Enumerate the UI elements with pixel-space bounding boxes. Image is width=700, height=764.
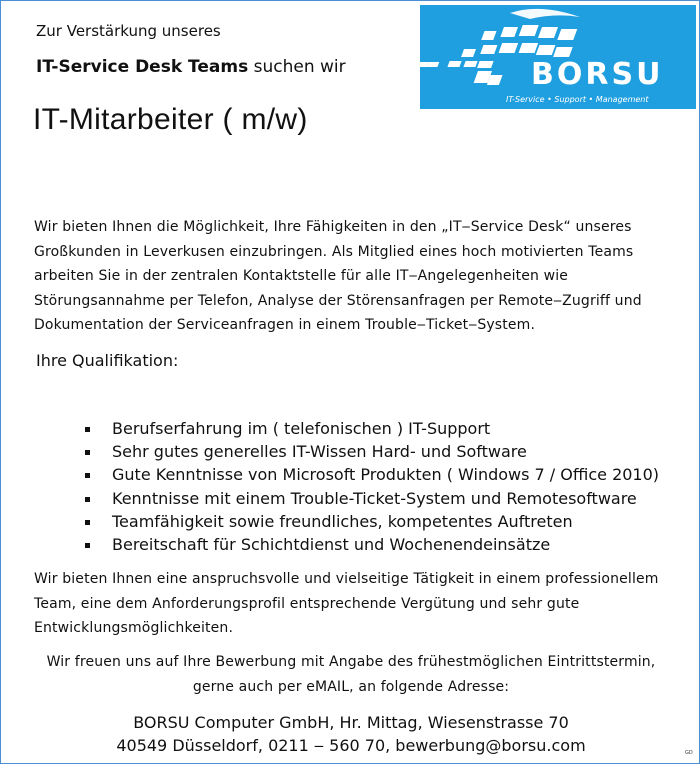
list-item: Sehr gutes generelles IT-Wissen Hard- und Software <box>85 440 659 463</box>
application-call <box>1 650 700 699</box>
paragraph-line: Dokumentation der Serviceanfragen in einem Trouble‒Ticket‒System. <box>34 317 536 334</box>
paragraph-line: Wir bieten Ihnen eine anspruchsvolle und vielseitige Tätigkeit in einem professionellem <box>34 571 659 587</box>
paragraph-line: Großkunden in Leverkusen einzubringen. Als Mitglied eines hoch motivierten Teams <box>34 243 634 260</box>
contact-address <box>1 712 700 757</box>
job-title: IT-Mitarbeiter ( m/w) <box>33 103 308 136</box>
paragraph-line: Wir freuen uns auf Ihre Bewerbung mit Angabe des frühestmöglichen Eintrittstermin, <box>46 654 656 670</box>
qualification-list <box>85 417 659 556</box>
team-suffix: suchen wir <box>248 57 346 77</box>
team-line <box>36 57 346 77</box>
paragraph-line: gerne auch per eMAIL, an folgende Adresse: <box>192 678 510 695</box>
corner-mark: GD <box>685 750 693 756</box>
intro-paragraph <box>34 215 666 338</box>
address-line: 40549 Düsseldorf, 0211 ‒ 560 70, bewerbung@borsu.com <box>116 735 586 755</box>
paragraph-line: arbeiten Sie in der zentralen Kontaktstelle für alle IT‒Angelegenheiten wie <box>34 268 569 285</box>
paragraph-line: Wir bieten Ihnen die Möglichkeit, Ihre Fähigkeiten in den „IT‒Service Desk“ unseres <box>34 219 632 235</box>
offer-paragraph <box>34 567 666 641</box>
list-item: Gute Kenntnisse von Microsoft Produkten ( Windows 7 / Office 2010) <box>85 463 659 486</box>
list-item: Teamfähigkeit sowie freundliches, kompetentes Auftreten <box>85 510 659 533</box>
paragraph-line: Entwicklungsmöglichkeiten. <box>34 620 234 637</box>
qualification-heading: Ihre Qualifikation: <box>36 351 179 370</box>
list-item: Kenntnisse mit einem Trouble-Ticket-System und Remotesoftware <box>85 487 659 510</box>
list-item: Berufserfahrung im ( telefonischen ) IT-Support <box>85 417 659 440</box>
address-line: BORSU Computer GmbH, Hr. Mittag, Wiesenstrasse 70 <box>133 713 569 732</box>
list-item: Bereitschaft für Schichtdienst und Wochenendeinsätze <box>85 533 659 556</box>
logo-name: BORSU <box>531 57 664 92</box>
logo-tagline: IT-Service • Support • Management <box>506 95 649 104</box>
paragraph-line: Team, eine dem Anforderungsprofil entsprechende Vergütung und sehr gute <box>34 595 580 612</box>
team-name: IT-Service Desk Teams <box>36 57 249 77</box>
borsu-logo <box>420 5 696 109</box>
paragraph-line: Störungsannahme per Telefon, Analyse der Störensanfragen per Remote‒Zugriff und <box>34 292 642 309</box>
intro-text: Zur Verstärkung unseres <box>36 22 221 40</box>
